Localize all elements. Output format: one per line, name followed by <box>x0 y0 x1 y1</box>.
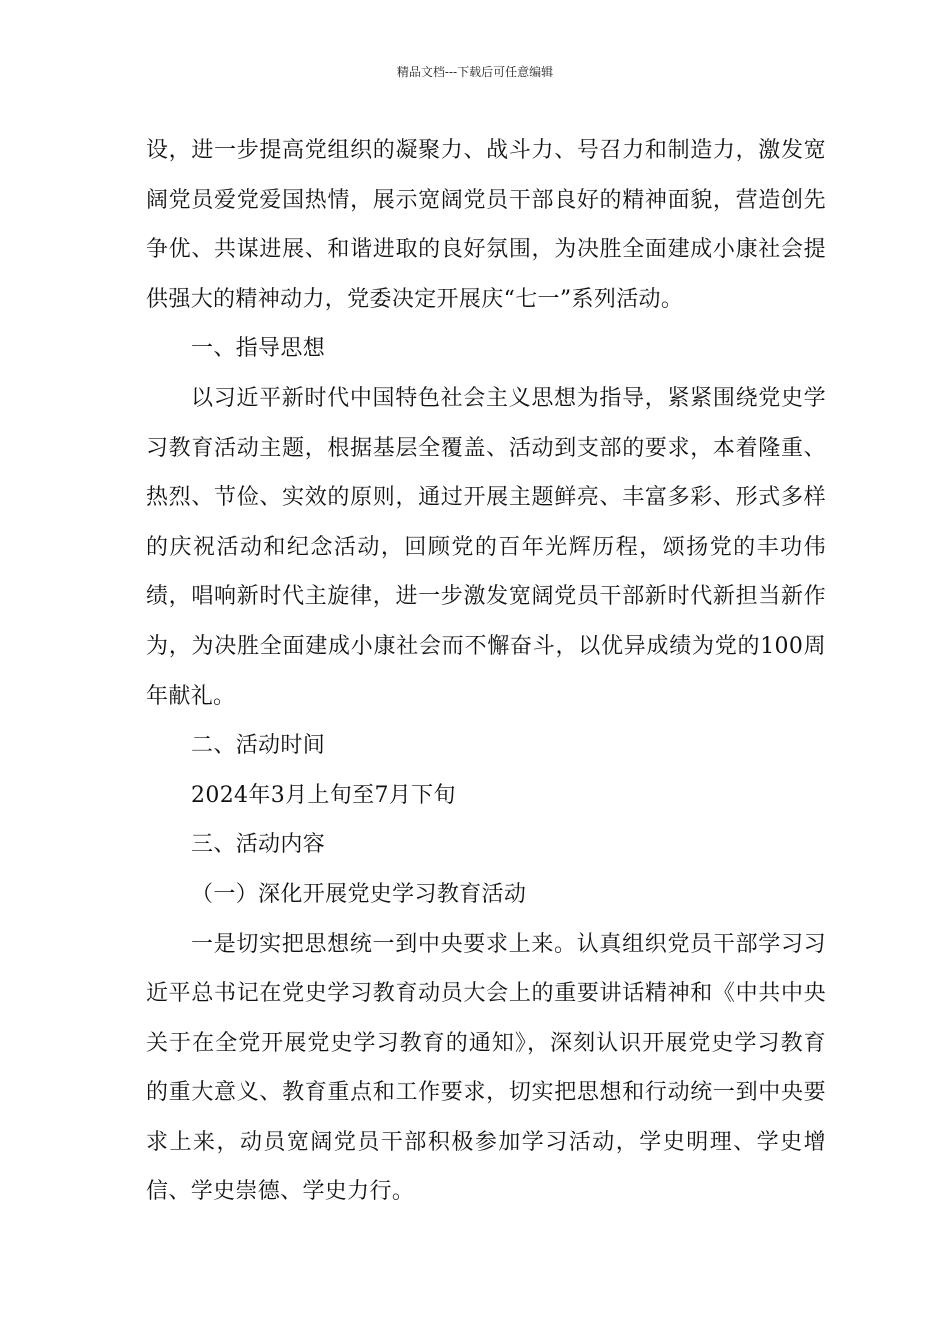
activity-time-paragraph: 2024年3月上旬至7月下旬 <box>191 782 456 808</box>
section-heading-activity-time: 二、活动时间 <box>191 733 326 759</box>
guiding-ideology-paragraph: 以习近平新时代中国特色社会主义思想为指导，紧紧围绕党史学习教育活动主题，根据基层全覆盖、活动到支部的要求，本着隆重、热烈、节俭、实效的原则，通过开展主题鲜亮、丰富多彩、形式多样的庆祝活动和纪念活动，回顾党的百年光辉历程，颂扬党的丰功伟绩，唱响新时代主旋律，进一步激发宽阔党员干部新时代新担当新作为，为决胜全面建成小康社会而不懈奋斗，以优异成绩为党的100周年献礼。 <box>146 385 826 709</box>
section-heading-activity-content: 三、活动内容 <box>191 832 326 858</box>
page-header: 精品文档---下载后可任意编辑 <box>396 65 554 79</box>
activity-content-paragraph: 一是切实把思想统一到中央要求上来。认真组织党员干部学习习近平总书记在党史学习教育动员大会上的重要讲话精神和《中共中央关于在全党开展党史学习教育的通知》，深刻认识开展党史学习教育的重大意义、教育重点和工作要求，切实把思想和行动统一到中央要求上来，动员宽阔党员干部积极参加学习活动，学史明理、学史增信、学史崇德、学史力行。 <box>146 931 826 1205</box>
document-body <box>146 126 826 1217</box>
subsection-heading-party-history: （一）深化开展党史学习教育活动 <box>191 881 527 907</box>
section-heading-guiding-ideology: 一、指导思想 <box>191 336 326 362</box>
intro-paragraph: 设，进一步提高党组织的凝聚力、战斗力、号召力和制造力，激发宽阔党员爱党爱国热情，展示宽阔党员干部良好的精神面貌，营造创先争优、共谋进展、和谐进取的良好氛围，为决胜全面建成小康社会提供强大的精神动力，党委决定开展庆“七一”系列活动。 <box>146 138 826 312</box>
